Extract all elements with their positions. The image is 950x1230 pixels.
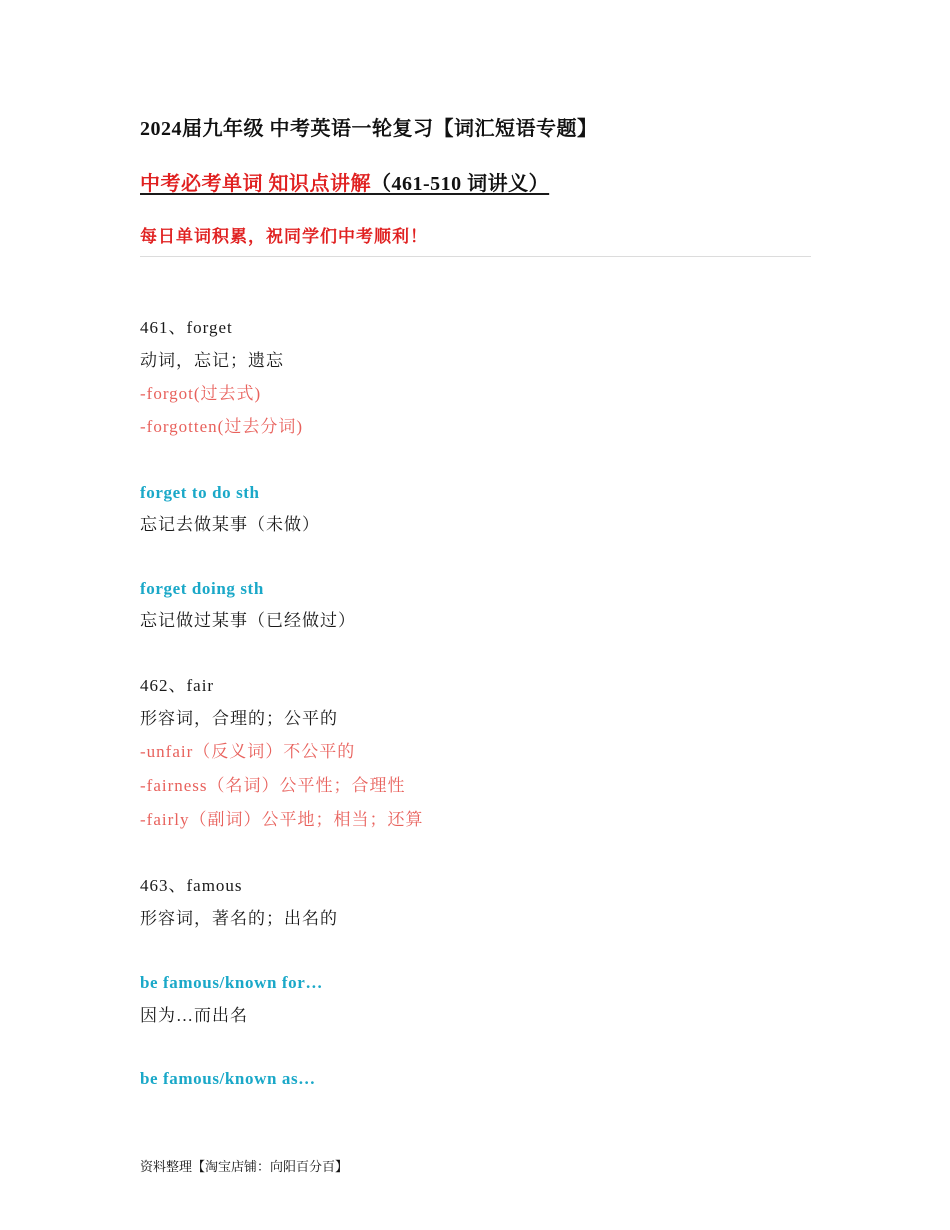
entry-meaning: 形容词，著名的；出名的 (140, 909, 338, 928)
phrase-meaning: 忘记去做某事（未做） (140, 515, 320, 534)
word-form: -unfair（反义词）不公平的 (140, 742, 356, 761)
phrase: forget to do sth (140, 483, 260, 502)
entry-heading: 462、fair (140, 676, 215, 695)
phrase-meaning: 因为…而出名 (140, 1006, 248, 1025)
word-form: -forgotten(过去分词) (140, 417, 303, 436)
subtitle-range: （461-510 词讲义） (371, 173, 550, 195)
entry-heading: 461、forget (140, 318, 233, 337)
header-divider (140, 256, 811, 257)
entry-meaning: 动词，忘记；遗忘 (140, 351, 284, 370)
phrase-meaning: 忘记做过某事（已经做过） (140, 611, 356, 630)
entry-heading: 463、famous (140, 876, 243, 895)
word-form: -forgot(过去式) (140, 384, 262, 403)
entry-meaning: 形容词，合理的；公平的 (140, 709, 338, 728)
word-form: -fairness（名词）公平性；合理性 (140, 776, 406, 795)
word-form: -fairly（副词）公平地；相当；还算 (140, 810, 424, 829)
phrase: be famous/known as… (140, 1069, 316, 1088)
subtitle-topic: 中考必考单词 知识点讲解 (140, 173, 371, 195)
document-subtitle (140, 167, 549, 196)
tagline: 每日单词积累，祝同学们中考顺利！ (140, 227, 428, 246)
phrase: forget doing sth (140, 579, 264, 598)
phrase: be famous/known for… (140, 973, 323, 992)
page-footer: 资料整理【淘宝店铺：向阳百分百】 (140, 1160, 349, 1175)
document-title: 2024届九年级 中考英语一轮复习【词汇短语专题】 (140, 118, 598, 140)
